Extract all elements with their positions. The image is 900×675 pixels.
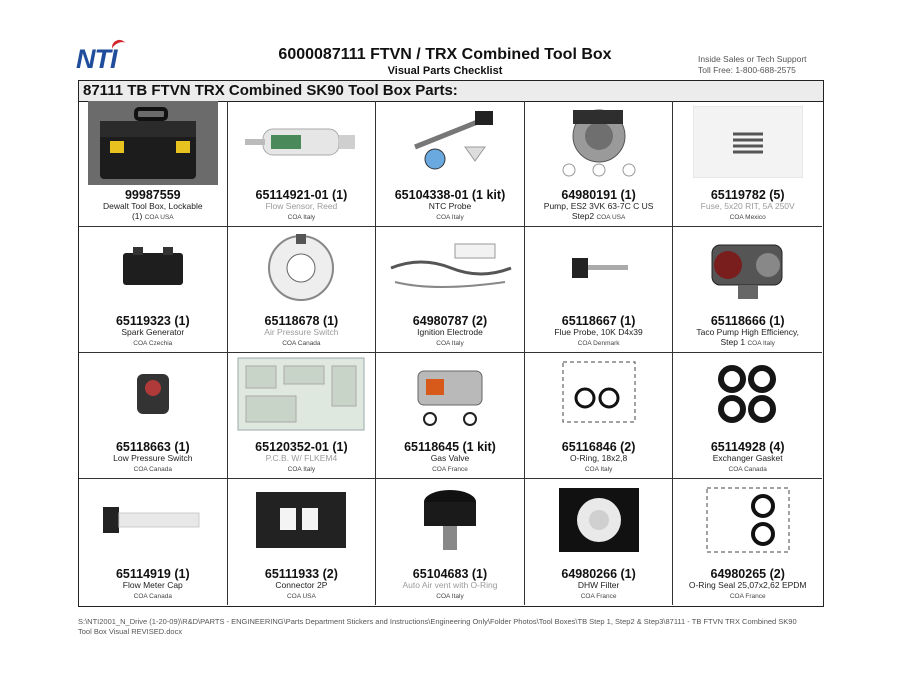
part-description: Pump, ES2 3VK 63-7C C US bbox=[543, 201, 654, 211]
part-detail-line bbox=[525, 591, 673, 602]
contact-info bbox=[698, 54, 807, 76]
part-cell bbox=[673, 227, 822, 353]
contact-line-1: Inside Sales or Tech Support bbox=[698, 54, 807, 64]
part-detail-line bbox=[525, 212, 673, 223]
part-number: 64980191 (1) bbox=[561, 188, 636, 202]
country-of-origin: COA France bbox=[729, 592, 766, 600]
part-caption bbox=[79, 440, 227, 474]
part-caption bbox=[525, 440, 673, 474]
country-of-origin: COA USA bbox=[596, 213, 626, 221]
part-description: O-Ring Seal 25,07x2,62 EPDM bbox=[688, 580, 807, 590]
country-of-origin: COA France bbox=[580, 592, 617, 600]
part-description-extra: (1) bbox=[131, 210, 143, 221]
section-title: 87111 TB FTVN TRX Combined SK90 Tool Box Parts: bbox=[79, 81, 823, 102]
part-detail-line bbox=[376, 338, 524, 349]
part-detail-line bbox=[376, 212, 524, 223]
part-description: Flow Meter Cap bbox=[122, 580, 183, 590]
part-cell bbox=[228, 101, 377, 227]
parts-grid bbox=[79, 101, 822, 605]
part-description: Flue Probe, 10K D4x39 bbox=[554, 327, 643, 337]
part-number: 65114919 (1) bbox=[115, 567, 190, 581]
part-description-extra: Step2 bbox=[571, 210, 595, 221]
part-caption bbox=[79, 567, 227, 601]
connector-image bbox=[234, 484, 370, 556]
part-number: 65116846 (2) bbox=[561, 440, 636, 454]
dhw-filter-image bbox=[531, 484, 667, 556]
part-cell bbox=[376, 353, 525, 479]
part-cell bbox=[79, 101, 228, 227]
flow-sensor-image bbox=[234, 106, 370, 178]
part-cell bbox=[228, 479, 377, 605]
part-description: Auto Air vent with O-Ring bbox=[402, 580, 498, 590]
part-detail-line bbox=[376, 464, 524, 475]
exchanger-gasket-image bbox=[679, 358, 816, 430]
part-cell bbox=[79, 353, 228, 479]
parts-table bbox=[78, 80, 824, 607]
part-number: 65119782 (5) bbox=[710, 188, 785, 202]
country-of-origin: COA Italy bbox=[436, 339, 464, 347]
gas-valve-image bbox=[382, 358, 518, 430]
part-detail-line bbox=[79, 338, 227, 349]
country-of-origin: COA USA bbox=[286, 592, 316, 600]
air-pressure-switch-image bbox=[234, 232, 370, 304]
ignition-electrode-image bbox=[382, 232, 518, 304]
part-cell bbox=[673, 479, 822, 605]
part-description: Connector 2P bbox=[275, 580, 328, 590]
part-number: 65118678 (1) bbox=[264, 314, 339, 328]
part-description: Spark Generator bbox=[121, 327, 185, 337]
part-description-extra: Step 1 bbox=[720, 336, 746, 347]
part-detail-line bbox=[228, 591, 376, 602]
part-description: Low Pressure Switch bbox=[113, 453, 193, 463]
toolbox-image bbox=[85, 106, 221, 178]
part-cell bbox=[228, 227, 377, 353]
country-of-origin: COA Italy bbox=[747, 339, 775, 347]
part-detail-line bbox=[228, 464, 376, 475]
part-number: 65104683 (1) bbox=[412, 567, 488, 581]
logo-text: NTI bbox=[76, 44, 117, 74]
country-of-origin: COA Italy bbox=[584, 465, 613, 473]
file-path-line-2: Tool Box Visual REVISED.docx bbox=[78, 627, 183, 636]
part-detail-line bbox=[673, 591, 822, 602]
part-caption bbox=[673, 188, 822, 222]
part-detail-line bbox=[79, 591, 227, 602]
part-description: Taco Pump High Efficiency, bbox=[696, 327, 800, 337]
part-description: O-Ring, 18x2,8 bbox=[570, 453, 628, 463]
country-of-origin: COA Canada bbox=[133, 592, 172, 600]
part-caption bbox=[376, 314, 524, 348]
part-description: Flow Sensor, Reed bbox=[265, 201, 338, 211]
part-detail-line bbox=[79, 212, 227, 223]
part-caption bbox=[79, 188, 227, 222]
part-caption bbox=[228, 188, 376, 222]
part-number: 65118645 (1 kit) bbox=[404, 440, 496, 454]
country-of-origin: COA Italy bbox=[287, 465, 316, 473]
part-caption bbox=[673, 567, 822, 601]
part-caption bbox=[376, 440, 524, 474]
part-description: Gas Valve bbox=[430, 453, 470, 463]
part-caption bbox=[673, 314, 822, 348]
part-number: 65119323 (1) bbox=[115, 314, 190, 328]
country-of-origin: COA Mexico bbox=[729, 213, 766, 221]
country-of-origin: COA USA bbox=[144, 213, 174, 221]
part-number: 64980265 (2) bbox=[710, 567, 785, 581]
part-detail-line bbox=[228, 212, 376, 223]
part-caption bbox=[525, 567, 673, 601]
o-ring-image bbox=[531, 358, 667, 430]
part-caption bbox=[673, 440, 822, 474]
part-detail-line bbox=[525, 464, 673, 475]
file-path-line-1: S:\NTI2001_N_Drive (1-20-09)\R&D\PARTS - ENGINEERING\Parts Department Stickers and Instructions\Engineering Only\Folder Photos\Tool Boxes\TB Step 1, Step2 & Step3\87111 - TB FTVN TRX Combined SK90 bbox=[78, 617, 797, 626]
flow-meter-cap-image bbox=[85, 484, 221, 556]
part-detail-line bbox=[673, 212, 822, 223]
pump-image bbox=[531, 106, 667, 178]
air-vent-image bbox=[382, 484, 518, 556]
part-number: 65114921-01 (1) bbox=[255, 188, 348, 202]
part-detail-line bbox=[376, 591, 524, 602]
ntc-probe-image bbox=[382, 106, 518, 178]
part-number: 64980787 (2) bbox=[412, 314, 488, 328]
part-detail-line bbox=[79, 464, 227, 475]
country-of-origin: COA Czechia bbox=[133, 339, 173, 347]
part-cell bbox=[228, 353, 377, 479]
part-cell bbox=[376, 227, 525, 353]
part-description: Ignition Electrode bbox=[417, 327, 483, 337]
part-description: Fuse, 5x20 RIT, 5A 250V bbox=[700, 201, 795, 211]
part-caption bbox=[228, 440, 376, 474]
part-number: 65114928 (4) bbox=[710, 440, 785, 454]
country-of-origin: COA Canada bbox=[728, 465, 767, 473]
part-cell bbox=[376, 101, 525, 227]
country-of-origin: COA Denmark bbox=[577, 339, 620, 347]
country-of-origin: COA Italy bbox=[287, 213, 316, 221]
country-of-origin: COA Italy bbox=[436, 213, 464, 221]
part-caption bbox=[525, 314, 673, 348]
part-cell bbox=[525, 479, 674, 605]
country-of-origin: COA Canada bbox=[133, 465, 172, 473]
part-detail-line bbox=[228, 338, 376, 349]
contact-line-2: Toll Free: 1-800-688-2575 bbox=[698, 65, 796, 75]
part-caption bbox=[376, 567, 524, 601]
part-number: 99987559 bbox=[124, 188, 181, 202]
part-number: 65111933 (2) bbox=[264, 567, 338, 581]
part-cell bbox=[79, 479, 228, 605]
part-description: Air Pressure Switch bbox=[264, 327, 339, 337]
part-cell bbox=[525, 101, 674, 227]
part-description: Dewalt Tool Box, Lockable bbox=[103, 201, 203, 211]
part-cell bbox=[673, 101, 822, 227]
part-number: 65120352-01 (1) bbox=[255, 440, 348, 454]
part-description: NTC Probe bbox=[428, 201, 472, 211]
part-detail-line bbox=[525, 338, 673, 349]
part-cell bbox=[79, 227, 228, 353]
part-caption bbox=[79, 314, 227, 348]
part-caption bbox=[228, 314, 376, 348]
part-number: 65118663 (1) bbox=[115, 440, 190, 454]
flue-probe-image bbox=[531, 232, 667, 304]
o-ring-seal-image bbox=[679, 484, 816, 556]
country-of-origin: COA Italy bbox=[436, 592, 464, 600]
nti-logo bbox=[76, 44, 122, 74]
country-of-origin: COA Canada bbox=[282, 339, 321, 347]
fuse-image bbox=[679, 106, 816, 178]
part-cell bbox=[525, 353, 674, 479]
part-number: 65104338-01 (1 kit) bbox=[394, 188, 506, 202]
taco-pump-image bbox=[679, 232, 816, 304]
page-title: 6000087111 FTVN / TRX Combined Tool Box bbox=[278, 46, 612, 63]
spark-generator-image bbox=[85, 232, 221, 304]
part-number: 64980266 (1) bbox=[561, 567, 636, 581]
part-number: 65118666 (1) bbox=[710, 314, 785, 328]
part-cell bbox=[525, 227, 674, 353]
pcb-image bbox=[234, 358, 370, 430]
country-of-origin: COA France bbox=[432, 465, 468, 473]
part-caption bbox=[228, 567, 376, 601]
part-description: DHW Filter bbox=[577, 580, 620, 590]
part-number: 65118667 (1) bbox=[561, 314, 636, 328]
low-pressure-switch-image bbox=[85, 358, 221, 430]
part-description: P.C.B. W/ FLKEM4 bbox=[265, 453, 338, 463]
part-cell bbox=[673, 353, 822, 479]
page-subtitle: Visual Parts Checklist bbox=[387, 65, 503, 77]
part-detail-line bbox=[673, 338, 822, 349]
part-caption bbox=[525, 188, 673, 222]
part-description: Exchanger Gasket bbox=[712, 453, 783, 463]
file-path-footer bbox=[78, 617, 823, 637]
part-caption bbox=[376, 188, 524, 222]
part-cell bbox=[376, 479, 525, 605]
part-detail-line bbox=[673, 464, 822, 475]
